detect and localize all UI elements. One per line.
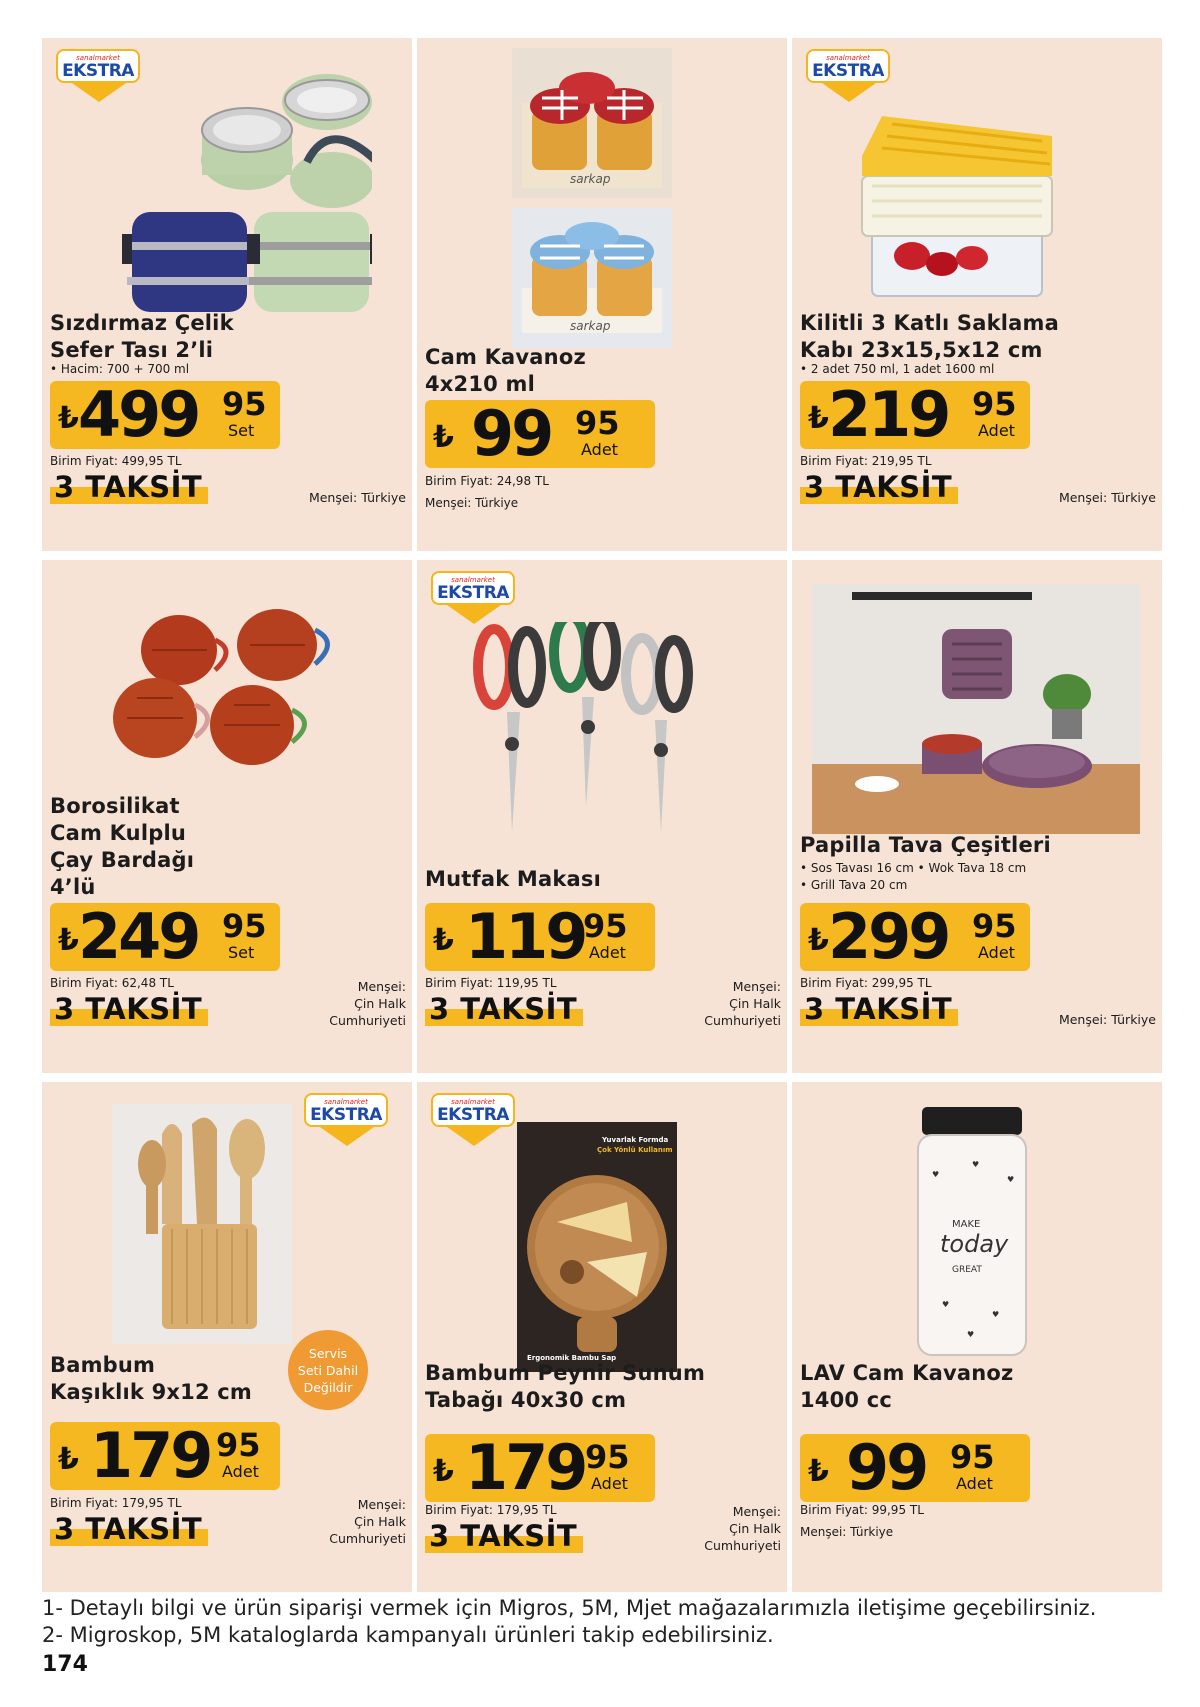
unit-price: Birim Fiyat: 219,95 TL xyxy=(800,454,932,468)
product-details: • Hacim: 700 + 700 ml xyxy=(50,362,190,376)
product-card-jar[interactable] xyxy=(417,38,787,551)
installment-label: 3 TAKSİT xyxy=(800,470,958,504)
svg-text:sarkap: sarkap xyxy=(570,172,611,186)
origin: Menşei: Türkiye xyxy=(1058,1012,1156,1027)
ekstra-badge: sanalmarket EKSTRA xyxy=(427,568,521,626)
svg-text:sarkap: sarkap xyxy=(570,319,611,333)
not-included-note: Servis Seti Dahil Değildir xyxy=(288,1330,368,1410)
unit-price: Birim Fiyat: 499,95 TL xyxy=(50,454,182,468)
svg-text:♥: ♥ xyxy=(992,1310,1000,1319)
unit-price: Birim Fiyat: 299,95 TL xyxy=(800,976,932,990)
ekstra-badge: sanalmarket EKSTRA xyxy=(52,46,146,104)
product-title: Cam Kavanoz 4x210 ml xyxy=(425,345,586,396)
installment-label: 3 TAKSİT xyxy=(425,992,583,1026)
product-title: Borosilikat Cam Kulplu Çay Bardağı 4’lü xyxy=(50,794,195,899)
product-card-scissors[interactable] xyxy=(417,560,787,1073)
product-title: Papilla Tava Çeşitleri xyxy=(800,833,1051,857)
unit-price: Birim Fiyat: 179,95 TL xyxy=(425,1503,557,1517)
storage-box-image xyxy=(852,116,1072,316)
ekstra-badge: sanalmarket EKSTRA xyxy=(427,1090,521,1148)
product-card-storage[interactable] xyxy=(792,38,1162,551)
svg-text:♥: ♥ xyxy=(932,1170,940,1179)
svg-text:Çok Yönlü Kullanım: Çok Yönlü Kullanım xyxy=(597,1146,673,1154)
svg-text:♥: ♥ xyxy=(967,1330,975,1339)
price-tag: ₺ 179 95 Adet xyxy=(50,1422,280,1490)
ekstra-badge: sanalmarket EKSTRA xyxy=(300,1090,394,1148)
product-title: Bambum Kaşıklık 9x12 cm xyxy=(50,1353,253,1404)
unit-price: Birim Fiyat: 99,95 TL xyxy=(800,1503,924,1517)
price-tag: ₺ 219 95 Adet xyxy=(800,381,1030,449)
price-tag: ₺ 249 95 Set xyxy=(50,903,280,971)
installment-label: 3 TAKSİT xyxy=(50,992,208,1026)
footer-note-2: 2- Migroskop, 5M kataloglarda kampanyalı ürünleri takip edebilirsiniz. xyxy=(42,1623,774,1647)
product-grid xyxy=(42,38,1162,1592)
lunchbox-image xyxy=(82,52,372,322)
installment-label: 3 TAKSİT xyxy=(425,1519,583,1553)
product-card-pans[interactable] xyxy=(792,560,1162,1073)
origin: Menşei: Türkiye xyxy=(800,1525,894,1539)
product-card-cheese-board[interactable] xyxy=(417,1082,787,1592)
tea-glass-image xyxy=(97,600,357,775)
ekstra-badge: sanalmarket EKSTRA xyxy=(802,46,896,104)
product-title: Sızdırmaz Çelik Sefer Tası 2’li xyxy=(50,311,234,362)
origin: Menşei: Türkiye xyxy=(308,490,406,505)
utensil-holder-image xyxy=(112,1104,292,1344)
product-card-lunchbox[interactable] xyxy=(42,38,412,551)
product-title: Kilitli 3 Katlı Saklama Kabı 23x15,5x12 cm xyxy=(800,311,1060,362)
origin: Menşei: Türkiye xyxy=(425,496,519,510)
installment-label: 3 TAKSİT xyxy=(50,1512,208,1546)
product-card-utensil-holder[interactable] xyxy=(42,1082,412,1592)
price-tag: ₺ 119 95 Adet xyxy=(425,903,655,971)
product-title: Mutfak Makası xyxy=(425,867,601,891)
origin: Menşei: Çin Halk Cumhuriyeti xyxy=(329,1497,406,1546)
product-card-glass-jar[interactable] xyxy=(792,1082,1162,1592)
installment-label: 3 TAKSİT xyxy=(800,992,958,1026)
product-details: • 2 adet 750 ml, 1 adet 1600 ml xyxy=(800,362,995,376)
cheese-board-image xyxy=(517,1122,677,1372)
svg-text:♥: ♥ xyxy=(972,1160,980,1169)
origin: Menşei: Türkiye xyxy=(1058,490,1156,505)
unit-price: Birim Fiyat: 62,48 TL xyxy=(50,976,174,990)
page-number: 174 xyxy=(42,1652,88,1677)
price-tag: ₺ 499 95 Set xyxy=(50,381,280,449)
svg-text:GREAT: GREAT xyxy=(952,1265,982,1275)
jar-set-image xyxy=(512,48,672,348)
installment-label: 3 TAKSİT xyxy=(50,470,208,504)
glass-jar-image xyxy=(912,1107,1032,1357)
product-card-tea-glass[interactable] xyxy=(42,560,412,1073)
origin: Menşei: Çin Halk Cumhuriyeti xyxy=(329,979,406,1028)
product-title: LAV Cam Kavanoz 1400 cc xyxy=(800,1361,1014,1412)
svg-text:♥: ♥ xyxy=(1007,1175,1015,1184)
price-tag: ₺ 299 95 Adet xyxy=(800,903,1030,971)
pans-image xyxy=(812,584,1140,834)
origin: Menşei: Çin Halk Cumhuriyeti xyxy=(704,1504,781,1553)
svg-text:MAKE: MAKE xyxy=(952,1219,981,1230)
product-title: Bambum Peynir Sunum Tabağı 40x30 cm xyxy=(425,1361,706,1412)
unit-price: Birim Fiyat: 119,95 TL xyxy=(425,976,557,990)
scissors-image xyxy=(472,622,712,842)
footer-note-1: 1- Detaylı bilgi ve ürün siparişi vermek için Migros, 5M, Mjet mağazalarımızla iletişime geçebilirsiniz. xyxy=(42,1596,1097,1620)
svg-text:today: today xyxy=(940,1230,1009,1258)
svg-text:Yuvarlak Formda: Yuvarlak Formda xyxy=(602,1136,669,1144)
svg-text:Ergonomik Bambu Sap: Ergonomik Bambu Sap xyxy=(527,1354,617,1362)
price-tag: ₺ 99 95 Adet xyxy=(425,400,655,468)
unit-price: Birim Fiyat: 24,98 TL xyxy=(425,474,549,488)
svg-text:♥: ♥ xyxy=(942,1300,950,1309)
unit-price: Birim Fiyat: 179,95 TL xyxy=(50,1496,182,1510)
product-details: • Sos Tavası 16 cm • Wok Tava 18 cm • Grill Tava 20 cm xyxy=(800,861,1027,892)
price-tag: ₺ 99 95 Adet xyxy=(800,1434,1030,1502)
price-tag: ₺ 179 95 Adet xyxy=(425,1434,655,1502)
origin: Menşei: Çin Halk Cumhuriyeti xyxy=(704,979,781,1028)
